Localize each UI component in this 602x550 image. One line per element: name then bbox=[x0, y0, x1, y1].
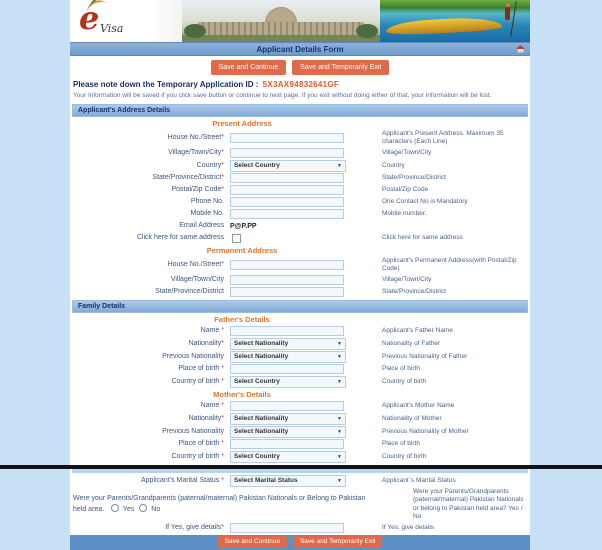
field-control-cell bbox=[230, 197, 346, 207]
save-continue-button-top[interactable]: Save and Continue bbox=[211, 60, 287, 75]
father-previous-nationality-selected-value: Select Nationality bbox=[234, 353, 289, 361]
chevron-down-icon: ▼ bbox=[337, 378, 342, 385]
monument-colonnade bbox=[198, 22, 364, 35]
required-asterisk: * bbox=[221, 440, 224, 448]
mother-nationality-selected-value: Select Nationality bbox=[234, 415, 289, 423]
mother-country-of-birth-label: Country of birth * bbox=[171, 452, 224, 460]
field-label-cell bbox=[72, 222, 230, 230]
required-asterisk: * bbox=[221, 476, 224, 484]
required-asterisk: * bbox=[221, 261, 224, 269]
mother-country-of-birth-select[interactable] bbox=[230, 451, 346, 463]
pakistan-question-hint: Were your Parents/Grandparents (paternal/maternal) Pakistan Nationals or belong to Pakistan held area? Yes / No bbox=[413, 487, 524, 521]
banner-monument-image bbox=[182, 0, 380, 42]
mobile-no-hint: Mobile number. bbox=[382, 210, 427, 218]
field-control-cell bbox=[230, 275, 346, 285]
mother-nationality-select[interactable] bbox=[230, 413, 346, 425]
field-label-cell bbox=[72, 365, 230, 373]
phone-no-row bbox=[72, 197, 528, 208]
field-control-cell bbox=[230, 234, 346, 243]
mother-nationality-hint: Nationality of Mother bbox=[382, 414, 442, 422]
group-heading-father-s-details: Father's Details bbox=[214, 314, 270, 324]
required-asterisk: * bbox=[221, 523, 224, 531]
field-label-cell bbox=[72, 402, 230, 410]
present-state-province-district-input[interactable] bbox=[230, 173, 344, 183]
father-place-of-birth-hint: Place of birth bbox=[382, 365, 420, 373]
father-place-of-birth-input[interactable] bbox=[230, 364, 344, 374]
required-asterisk: * bbox=[221, 186, 224, 194]
group-heading-present-address: Present Address bbox=[212, 119, 272, 128]
present-house-street-input[interactable] bbox=[230, 133, 344, 143]
monument-dome bbox=[265, 7, 297, 23]
required-asterisk: * bbox=[221, 339, 224, 347]
if-yes-details-label: If Yes, give details* bbox=[165, 523, 224, 531]
mother-name-label: Name * bbox=[200, 402, 224, 410]
footer-actions bbox=[70, 535, 530, 550]
field-label-cell bbox=[72, 378, 230, 386]
marital-status-label: Applicant's Marital Status * bbox=[140, 476, 224, 484]
chevron-down-icon: ▼ bbox=[337, 162, 342, 169]
monument-lawn bbox=[182, 35, 380, 42]
permanent-state-province-district-label: State/Province/District bbox=[155, 288, 224, 296]
boatman-figure bbox=[505, 7, 510, 20]
mother-previous-nationality-select[interactable] bbox=[230, 426, 346, 438]
mother-country-of-birth-row bbox=[72, 451, 528, 463]
present-state-province-district-row bbox=[72, 173, 528, 184]
save-exit-button-bottom[interactable]: Save and Temporarily Exit bbox=[293, 536, 382, 549]
mobile-no-input[interactable] bbox=[230, 209, 344, 219]
mother-nationality-label: Nationality* bbox=[188, 414, 224, 422]
form-title-bar bbox=[70, 42, 530, 56]
field-control-cell bbox=[230, 413, 346, 425]
content-column bbox=[70, 0, 530, 545]
mother-name-hint: Applicant's Mother Name bbox=[382, 402, 455, 410]
field-control-cell bbox=[230, 148, 346, 158]
father-nationality-label: Nationality* bbox=[188, 339, 224, 347]
father-nationality-selected-value: Select Nationality bbox=[234, 340, 289, 348]
field-control-cell bbox=[230, 287, 346, 297]
field-label-cell bbox=[72, 453, 230, 461]
present-postal-zip-code-label: Postal/Zip Code* bbox=[171, 186, 224, 194]
father-previous-nationality-select[interactable] bbox=[230, 351, 346, 363]
if-yes-details-hint: If Yes, give details bbox=[382, 523, 435, 531]
save-exit-button-top[interactable]: Save and Temporarily Exit bbox=[292, 60, 389, 75]
mother-country-of-birth-selected-value: Select Country bbox=[234, 453, 280, 461]
temporary-application-id: 5X3AX94832641GF bbox=[262, 80, 340, 89]
required-asterisk: * bbox=[221, 402, 224, 410]
pakistan-question-row bbox=[72, 488, 528, 522]
father-country-of-birth-row bbox=[72, 376, 528, 388]
field-label-cell bbox=[72, 340, 230, 348]
marital-status-row bbox=[72, 475, 528, 487]
father-country-of-birth-select[interactable] bbox=[230, 376, 346, 388]
field-label-cell bbox=[72, 261, 230, 269]
field-control-cell bbox=[230, 338, 346, 350]
permanent-village-town-city-input[interactable] bbox=[230, 275, 344, 285]
field-label-cell bbox=[72, 288, 230, 296]
field-control-cell bbox=[230, 364, 346, 374]
required-asterisk: * bbox=[221, 327, 224, 335]
mother-name-row bbox=[72, 401, 528, 412]
field-control-cell bbox=[230, 426, 346, 438]
permanent-village-town-city-label: Village/Town/City bbox=[170, 276, 224, 284]
mobile-no-row bbox=[72, 209, 528, 220]
present-country-select[interactable] bbox=[230, 160, 346, 172]
present-postal-zip-code-input[interactable] bbox=[230, 185, 344, 195]
field-label-cell bbox=[72, 353, 230, 361]
top-actions bbox=[72, 60, 528, 75]
present-village-town-city-label: Village/Town/City* bbox=[168, 149, 224, 157]
field-label-cell bbox=[72, 276, 230, 284]
field-label-cell bbox=[72, 149, 230, 157]
present-house-street-row bbox=[72, 130, 528, 147]
page-title: Applicant Details Form bbox=[256, 44, 344, 54]
present-postal-zip-code-hint: Postal/Zip Code bbox=[382, 186, 429, 194]
field-label-cell bbox=[72, 428, 230, 436]
field-label-cell bbox=[72, 415, 230, 423]
same-address-checkbox[interactable] bbox=[232, 234, 241, 243]
father-nationality-row bbox=[72, 338, 528, 350]
form-sections bbox=[72, 104, 528, 534]
if-yes-details-input[interactable] bbox=[230, 523, 344, 533]
father-name-input[interactable] bbox=[230, 326, 344, 336]
home-icon[interactable] bbox=[516, 45, 525, 53]
form-body bbox=[70, 56, 530, 535]
permanent-village-town-city-hint: Village/Town/City bbox=[382, 276, 432, 284]
present-country-row bbox=[72, 160, 528, 172]
required-asterisk: * bbox=[221, 174, 224, 182]
pakistan-question-yes-radio[interactable] bbox=[111, 504, 119, 512]
field-label-cell bbox=[72, 198, 230, 206]
chevron-down-icon: ▼ bbox=[337, 453, 342, 460]
father-place-of-birth-row bbox=[72, 364, 528, 375]
same-address-row bbox=[72, 233, 528, 244]
mother-previous-nationality-row bbox=[72, 426, 528, 438]
same-address-label: Click here for same address bbox=[136, 234, 224, 242]
marital-status-selected-value: Select Marital Status bbox=[234, 477, 298, 485]
field-control-cell bbox=[230, 260, 346, 270]
present-village-town-city-hint: Village/Town/City bbox=[382, 149, 432, 157]
mother-previous-nationality-label: Previous Nationality bbox=[162, 427, 224, 435]
present-village-town-city-row bbox=[72, 148, 528, 159]
email-address-value: P@P.PP bbox=[230, 222, 257, 230]
field-label-cell bbox=[72, 477, 230, 485]
present-house-street-label: House No./Street* bbox=[167, 134, 224, 142]
mother-place-of-birth-input[interactable] bbox=[230, 439, 344, 449]
monument-tree-right bbox=[356, 24, 378, 38]
pakistan-question-no-radio[interactable] bbox=[139, 504, 147, 512]
group-heading-mother-s-details: Mother's Details bbox=[213, 389, 271, 399]
present-house-street-hint: Applicant's Present Address. Maximum 35 characters (Each Line) bbox=[382, 130, 504, 146]
present-postal-zip-code-row bbox=[72, 185, 528, 196]
permanent-state-province-district-row bbox=[72, 287, 528, 298]
phone-no-input[interactable] bbox=[230, 197, 344, 207]
email-address-row bbox=[72, 221, 528, 232]
field-control-cell bbox=[230, 326, 346, 336]
chevron-down-icon: ▼ bbox=[337, 340, 342, 347]
field-label-cell bbox=[72, 524, 230, 532]
phone-no-hint: One Contact No is Mandatory bbox=[382, 198, 468, 206]
mother-country-of-birth-hint: Country of birth bbox=[382, 452, 427, 460]
field-control-cell bbox=[230, 523, 346, 533]
field-label-cell bbox=[72, 234, 230, 242]
section-bar-1: Family Details bbox=[72, 300, 528, 313]
father-previous-nationality-row bbox=[72, 351, 528, 363]
bottom-border bbox=[0, 465, 602, 469]
save-continue-button-bottom[interactable]: Save and Continue bbox=[218, 536, 287, 549]
phone-no-label: Phone No. bbox=[190, 198, 224, 206]
field-control-cell bbox=[230, 185, 346, 195]
boatman-pole bbox=[510, 1, 517, 37]
field-control-cell bbox=[230, 439, 346, 449]
field-control-cell bbox=[230, 209, 346, 219]
field-label-cell bbox=[72, 186, 230, 194]
father-country-of-birth-hint: Country of birth bbox=[382, 377, 427, 385]
boat-hull bbox=[386, 16, 503, 36]
field-control-cell bbox=[230, 376, 346, 388]
pakistan-question-no-label: No bbox=[149, 506, 161, 514]
marital-status-hint: Applicant`s Marital Status bbox=[382, 476, 456, 484]
save-info-text: Your Information will be saved if you click save button or continue to next page. If you exit without doing either of that, your information will be lost. bbox=[73, 92, 492, 99]
present-state-province-district-label: State/Province/District* bbox=[152, 174, 224, 182]
required-asterisk: * bbox=[221, 414, 224, 422]
banner-boat-image bbox=[380, 0, 530, 42]
field-control-cell bbox=[230, 451, 346, 463]
temporary-id-label: Please note down the Temporary Application ID : bbox=[73, 80, 259, 89]
field-label-cell bbox=[72, 327, 230, 335]
permanent-house-street-row bbox=[72, 257, 528, 274]
field-control-cell bbox=[230, 133, 346, 143]
present-country-selected-value: Select Country bbox=[234, 162, 280, 170]
field-control-cell bbox=[230, 475, 346, 487]
field-control-cell bbox=[230, 351, 346, 363]
field-label-cell bbox=[72, 440, 230, 448]
mother-place-of-birth-hint: Place of birth bbox=[382, 440, 420, 448]
present-village-town-city-input[interactable] bbox=[230, 148, 344, 158]
header-banner bbox=[70, 0, 530, 42]
father-name-row bbox=[72, 326, 528, 337]
father-previous-nationality-label: Previous Nationality bbox=[162, 352, 224, 360]
field-label-cell bbox=[72, 162, 230, 170]
field-control-cell bbox=[230, 160, 346, 172]
field-control-cell bbox=[230, 173, 346, 183]
if-yes-details-row bbox=[72, 523, 528, 534]
monument-tree-left bbox=[184, 24, 206, 38]
same-address-hint: Click here for same address bbox=[382, 234, 463, 242]
field-label-cell bbox=[72, 174, 230, 182]
father-nationality-select[interactable] bbox=[230, 338, 346, 350]
field-control-cell bbox=[230, 223, 346, 230]
chevron-down-icon: ▼ bbox=[337, 428, 342, 435]
section-bar-0: Applicant's Address Details bbox=[72, 104, 528, 117]
required-asterisk: * bbox=[221, 365, 224, 373]
present-country-hint: Country bbox=[382, 161, 405, 169]
required-asterisk: * bbox=[221, 161, 224, 169]
evisa-logo bbox=[70, 0, 182, 42]
required-asterisk: * bbox=[221, 452, 224, 460]
mother-name-input[interactable] bbox=[230, 401, 344, 411]
father-previous-nationality-hint: Previous Nationality of Father bbox=[382, 352, 468, 360]
marital-status-select[interactable] bbox=[230, 475, 346, 487]
field-label-cell bbox=[72, 134, 230, 142]
pakistan-question-yes-label: Yes bbox=[121, 506, 135, 514]
mobile-no-label: Mobile No. bbox=[190, 210, 224, 218]
present-country-label: Country* bbox=[196, 161, 224, 169]
permanent-house-street-label: House No./Street* bbox=[167, 261, 224, 269]
permanent-state-province-district-hint: State/Province/District bbox=[382, 288, 446, 296]
chevron-down-icon: ▼ bbox=[337, 477, 342, 484]
chevron-down-icon: ▼ bbox=[337, 353, 342, 360]
group-heading-permanent-address: Permanent Address bbox=[206, 245, 278, 255]
logo-e-glyph: e bbox=[79, 0, 100, 37]
father-nationality-hint: Nationality of Father bbox=[382, 339, 441, 347]
mother-previous-nationality-selected-value: Select Nationality bbox=[234, 428, 289, 436]
father-country-of-birth-label: Country of birth * bbox=[171, 377, 224, 385]
mother-previous-nationality-hint: Previous Nationality of Mother bbox=[382, 427, 469, 435]
father-name-hint: Applicant's Father Name bbox=[382, 327, 453, 335]
mother-place-of-birth-row bbox=[72, 439, 528, 450]
required-asterisk: * bbox=[221, 134, 224, 142]
field-control-cell bbox=[230, 401, 346, 411]
permanent-village-town-city-row bbox=[72, 275, 528, 286]
mother-place-of-birth-label: Place of birth * bbox=[178, 440, 224, 448]
permanent-house-street-input[interactable] bbox=[230, 260, 344, 270]
email-address-label: Email Address bbox=[179, 222, 224, 230]
mother-nationality-row bbox=[72, 413, 528, 425]
permanent-state-province-district-input[interactable] bbox=[230, 287, 344, 297]
required-asterisk: * bbox=[221, 377, 224, 385]
father-place-of-birth-label: Place of birth * bbox=[178, 365, 224, 373]
required-asterisk: * bbox=[221, 149, 224, 157]
temporary-id-note bbox=[72, 79, 528, 90]
chevron-down-icon: ▼ bbox=[337, 415, 342, 422]
permanent-house-street-hint: Applicant's Permanent Address(with Postal/Zip Code) bbox=[382, 256, 517, 273]
father-name-label: Name * bbox=[200, 327, 224, 335]
pakistan-question-label: Were your Parents/Grandparents (paternal/maternal) Pakistan Nationals or Belong to Pakistan held area. Yes No bbox=[73, 494, 366, 514]
field-label-cell bbox=[72, 210, 230, 218]
father-country-of-birth-selected-value: Select Country bbox=[234, 378, 280, 386]
present-state-province-district-hint: State/Province/District bbox=[382, 174, 446, 182]
logo-visa-text: Visa bbox=[100, 22, 124, 35]
